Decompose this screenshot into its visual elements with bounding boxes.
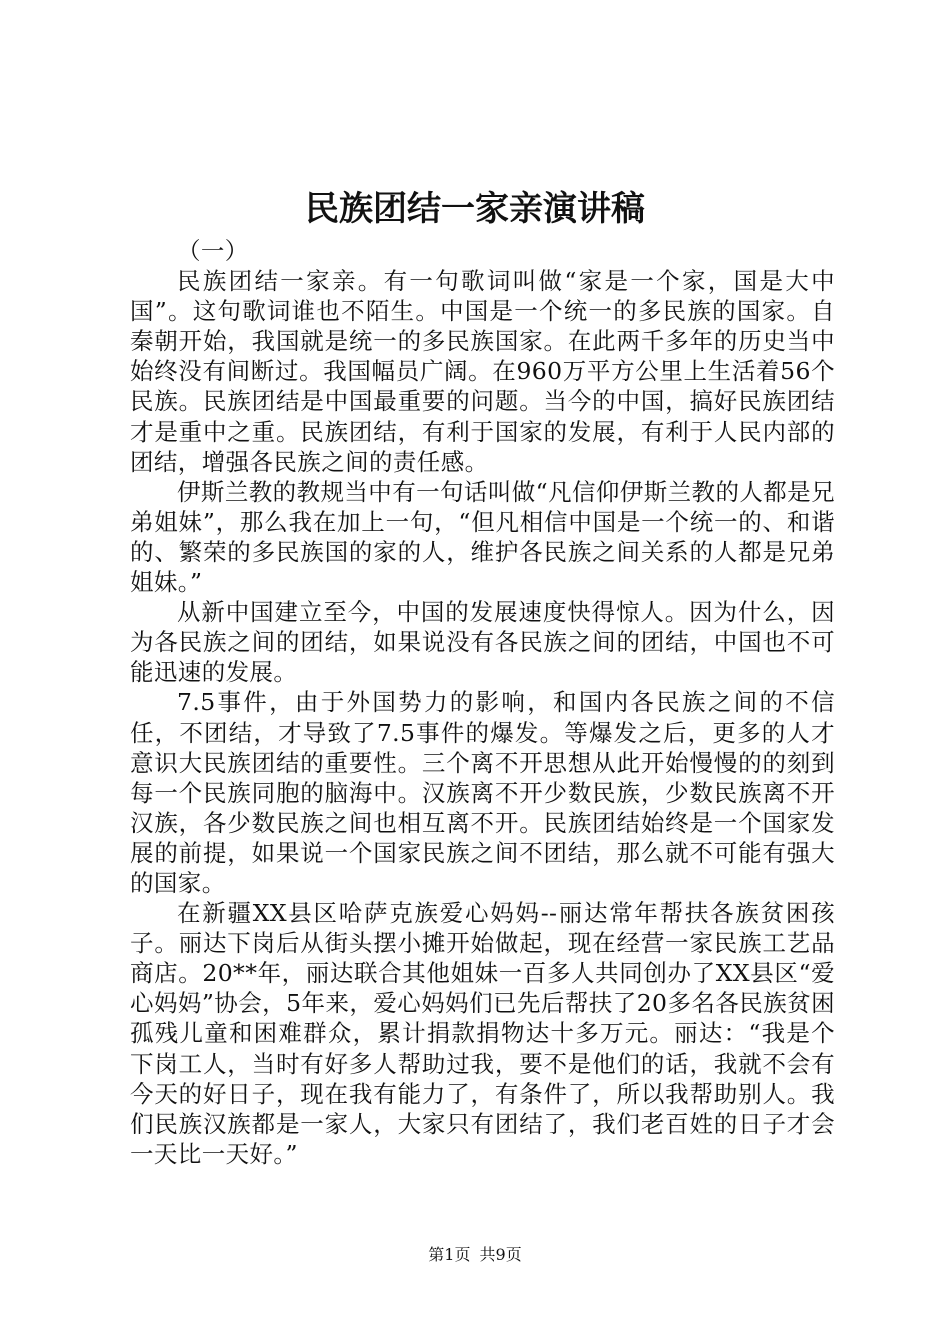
section-marker: （一） [177, 237, 249, 265]
paragraph-4: 7.5事件，由于外国势力的影响，和国内各民族之间的不信任，不团结，才导致了7.5事件的爆发。等爆发之后，更多的人才意识大民族团结的重要性。三个离不开思想从此开始慢慢的的刻到每一个民族同胞的脑海中。汉族离不开少数民族，少数民族离不开汉族，各少数民族之间也相互离不开。民族团结始终是一个国家发展的前提，如果说一个国家民族之间不团结，那么就不可能有强大的国家。 [130, 688, 835, 897]
page-footer [0, 1244, 950, 1266]
paragraph-2: 伊斯兰教的教规当中有一句话叫做“凡信仰伊斯兰教的人都是兄弟姐妹”，那么我在加上一句，“但凡相信中国是一个统一的、和谐的、繁荣的多民族国的家的人，维护各民族之间关系的人都是兄弟姐妹。” [130, 477, 835, 597]
document-body [130, 236, 835, 1169]
paragraph-5: 在新疆XX县区哈萨克族爱心妈妈--丽达常年帮扶各族贫困孩子。丽达下岗后从街头摆小摊开始做起，现在经营一家民族工艺品商店。20**年，丽达联合其他姐妹一百多人共同创办了XX县区“爱心妈妈”协会，5年来，爱心妈妈们已先后帮扶了20多名各民族贫困孤残儿童和困难群众，累计捐款捐物达十多万元。丽达：“我是个下岗工人，当时有好多人帮助过我，要不是他们的话，我就不会有今天的好日子，现在我有能力了，有条件了，所以我帮助别人。我们民族汉族都是一家人，大家只有团结了，我们老百姓的日子才会一天比一天好。” [130, 899, 835, 1168]
paragraph-3: 从新中国建立至今，中国的发展速度快得惊人。因为什么，因为各民族之间的团结，如果说没有各民族之间的团结，中国也不可能迅速的发展。 [130, 598, 835, 687]
page-total: 共9页 [479, 1245, 522, 1264]
document-title: 民族团结一家亲演讲稿 [305, 189, 645, 229]
paragraph-1: 民族团结一家亲。有一句歌词叫做“家是一个家，国是大中国”。这句歌词谁也不陌生。中国是一个统一的多民族的国家。自秦朝开始，我国就是统一的多民族国家。在此两千多年的历史当中始终没有间断过。我国幅员广阔。在960万平方公里上生活着56个民族。民族团结是中国最重要的问题。当今的中国，搞好民族团结才是重中之重。民族团结，有利于国家的发展，有利于人民内部的团结，增强各民族之间的责任感。 [130, 267, 835, 476]
page-number: 第1页 [428, 1245, 471, 1264]
